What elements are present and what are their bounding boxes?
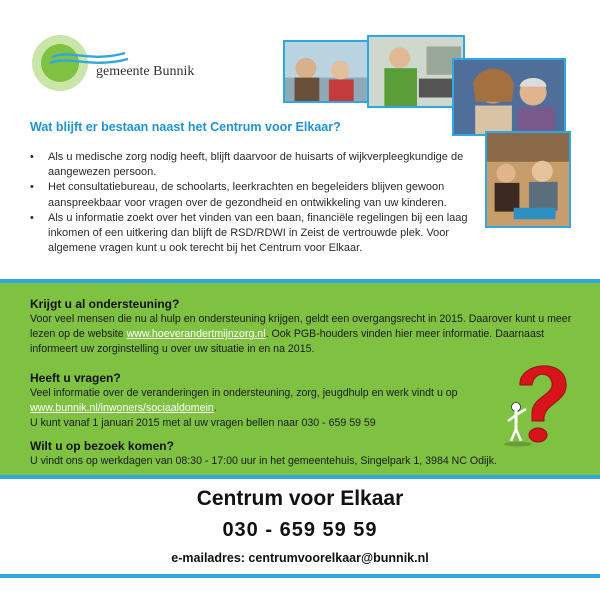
photo-caregiver-elderly-icon — [454, 60, 564, 134]
section-questions — [30, 370, 500, 432]
contact-title: Centrum voor Elkaar — [196, 487, 404, 510]
questions-text-before-link: Veel informatie over de veranderingen in ondersteuning, zorg, jeugdhulp en werk vindt u op — [30, 387, 458, 399]
bullet-icon: • — [30, 181, 34, 194]
list-item — [30, 211, 485, 257]
photo-pottery-workshop — [485, 131, 571, 228]
bullet-icon: • — [30, 211, 34, 224]
list-item-text: Als u medische zorg nodig heeft, blijft daarvoor de huisarts of wijkverpleegkundige de aangewezen persoon. — [48, 151, 464, 179]
contact-email: e-mailadres: centrumvoorelkaar@bunnik.nl — [171, 551, 429, 565]
section-support — [30, 296, 575, 358]
photo-pottery-workshop-icon — [487, 133, 569, 226]
list-item — [30, 180, 485, 210]
questions-text-after-link: . — [213, 402, 217, 415]
intro-heading: Wat blijft er bestaan naast het Centrum voor Elkaar? — [30, 120, 341, 134]
section-support-heading: Krijgt u al ondersteuning? — [30, 297, 180, 311]
logo-mark-icon — [30, 33, 200, 93]
gemeente-bunnik-logo — [30, 33, 200, 93]
section-questions-phone-line: U kunt vanaf 1 januari 2015 met al uw vragen bellen naar 030 - 659 59 59 — [30, 417, 376, 430]
photo-man-wheelchair-icon — [369, 37, 463, 106]
section-questions-heading: Heeft u vragen? — [30, 371, 121, 385]
photo-man-wheelchair — [367, 35, 465, 108]
list-item — [30, 150, 485, 180]
intro-bullet-list — [30, 150, 485, 256]
link-hoeverandertmijnzorg[interactable]: www.hoeverandertmijnzorg.nl — [126, 328, 266, 341]
photo-young-people — [283, 40, 369, 103]
section-visit-text: U vindt ons op werkdagen van 08:30 - 17:00 uur in het gemeentehuis, Singelpark 1, 3984 NC Odijk. — [30, 455, 497, 467]
section-visit-heading: Wilt u op bezoek komen? — [30, 439, 174, 453]
photo-young-people-icon — [285, 42, 367, 101]
section-visit — [30, 438, 575, 469]
divider-bottom — [0, 475, 600, 479]
photo-caregiver-elderly — [452, 58, 566, 136]
section-support-text — [30, 312, 575, 358]
list-item-text: Als u informatie zoekt over het vinden van een baan, financiële regelingen bij een laag inkomen of een uitkering dan blijft de RSD/RDWI in Zeist de vertrouwde plek. Voor algemene vragen kunt u ook terecht bij het Centrum voor Elkaar. — [48, 211, 468, 255]
bullet-icon: • — [30, 151, 34, 163]
question-mark-figure-icon — [500, 355, 572, 450]
support-text-after-link: . Ook PGB-houders vinden hier meer informatie. Daarnaast informeert uw zorginstelling u over uw situatie in en na 2015. — [30, 328, 545, 356]
logo-text: gemeente Bunnik — [96, 64, 195, 79]
list-item-text: Het consultatiebureau, de schoolarts, leerkrachten en begeleiders blijven gewoon aanspreekbaar voor vragen over de gezondheid en ontwikkeling van uw kinderen. — [48, 181, 447, 209]
support-text-before-link: Voor veel mensen die nu al hulp en ondersteuning krijgen, geldt een overgangsrecht in 2015. Daarover kunt u meer lezen op de website — [30, 313, 572, 341]
link-bunnik-sociaaldomein[interactable]: www.bunnik.nl/inwoners/sociaaldomein — [30, 402, 214, 415]
divider-footer — [0, 574, 600, 578]
contact-phone: 030 - 659 59 59 — [222, 519, 378, 541]
section-questions-text — [30, 386, 500, 416]
